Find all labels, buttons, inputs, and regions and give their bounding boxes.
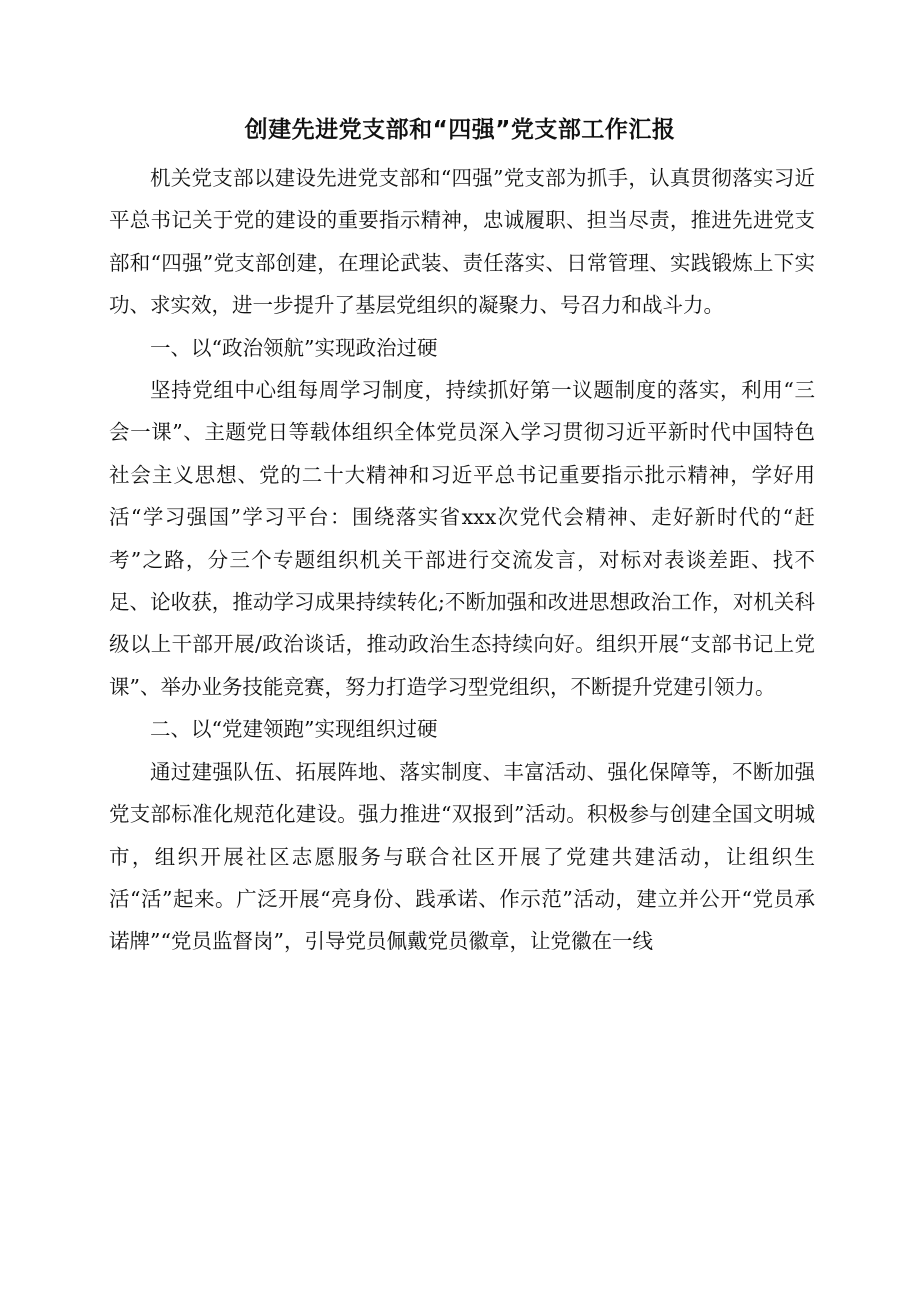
section-1-paragraph: 坚持党组中心组每周学习制度，持续抓好第一议题制度的落实，利用“三会一课”、主题党日等载体组织全体党员深入学习贯彻习近平新时代中国特色社会主义思想、党的二十大精神和习近平总书记重要指示批示精神，学好用活“学习强国”学习平台：围绕落实省xxx次党代会精神、走好新时代的“赶考”之路，分三个专题组织机关干部进行交流发言，对标对表谈差距、找不足、论收获，推动学习成果持续转化;不断加强和改进思想政治工作，对机关科级以上干部开展/政治谈话，推动政治生态持续向好。组织开展“支部书记上党课”、举办业务技能竞赛，努力打造学习型党组织，不断提升党建引领力。: [109, 378, 815, 699]
document-body: [109, 157, 815, 963]
section-heading-2: 二、以“党建领跑”实现组织过硬: [150, 717, 438, 742]
page-title: 创建先进党支部和“四强”党支部工作汇报: [244, 117, 676, 143]
section-heading-1: 一、以“政治领航”实现政治过硬: [150, 335, 438, 360]
intro-paragraph: 机关党支部以建设先进党支部和“四强”党支部为抓手，认真贯彻落实习近平总书记关于党的建设的重要指示精神，忠诚履职、担当尽责，推进先进党支部和“四强”党支部创建，在理论武装、责任落实、日常管理、实践锻炼上下实功、求实效，进一步提升了基层党组织的凝聚力、号召力和战斗力。: [109, 166, 815, 318]
section-2-paragraph: 通过建强队伍、拓展阵地、落实制度、丰富活动、强化保障等，不断加强党支部标准化规范化建设。强力推进“双报到”活动。积极参与创建全国文明城市，组织开展社区志愿服务与联合社区开展了党建共建活动，让组织生活“活”起来。广泛开展“亮身份、践承诺、作示范”活动，建立并公开“党员承诺牌”“党员监督岗”，引导党员佩戴党员徽章，让党徽在一线: [109, 759, 815, 954]
